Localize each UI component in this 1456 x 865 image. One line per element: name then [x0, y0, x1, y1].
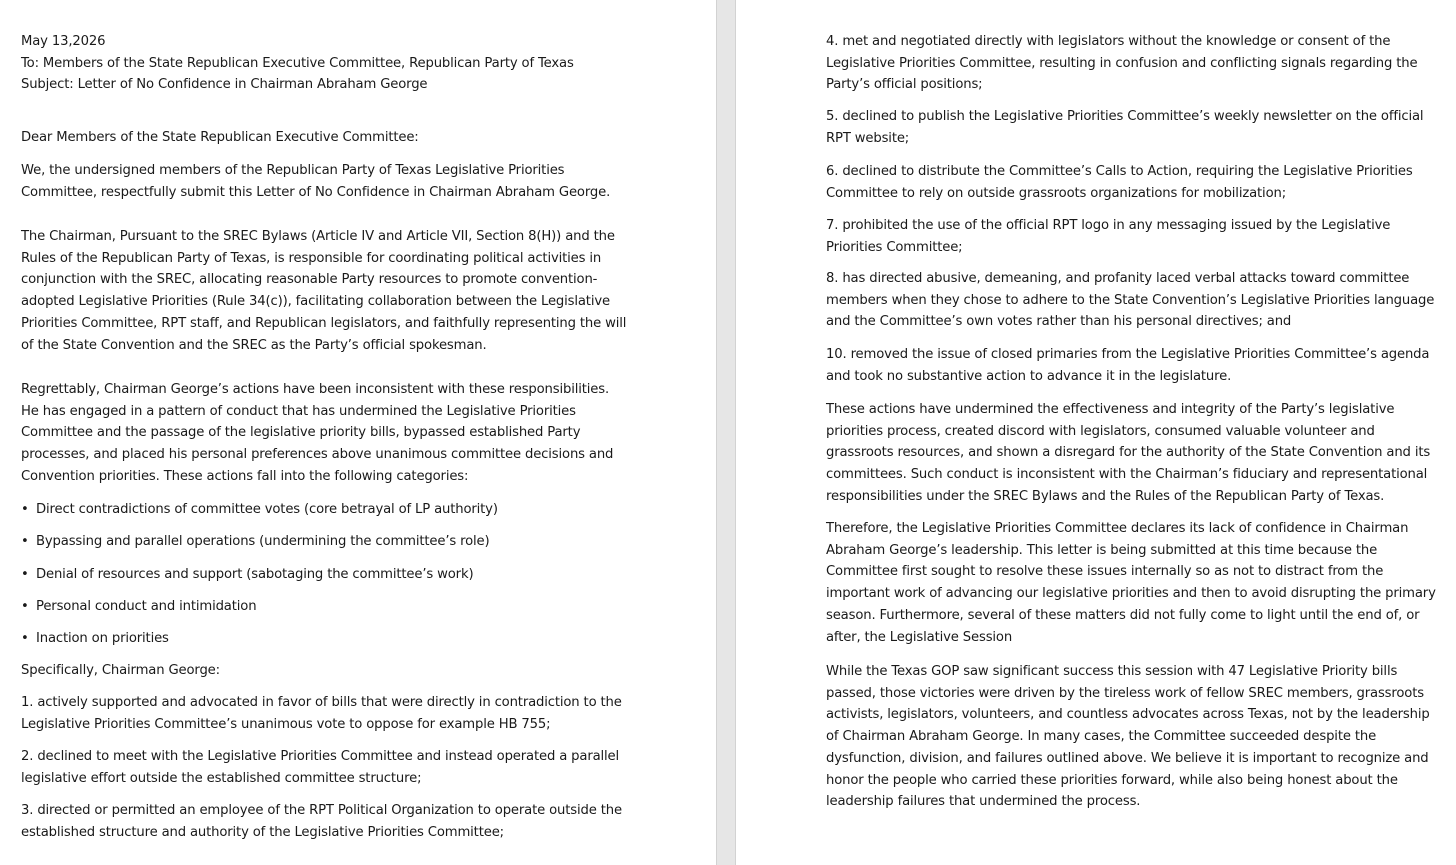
intro-paragraph: We, the undersigned members of the Republican Party of Texas Legislative Priorities Committee, respectfully submit this Letter of No Confidence in Chairman Abraham George. — [21, 163, 611, 200]
closing-paragraph: While the Texas GOP saw significant success this session with 47 Legislative Priority bills passed, those victories were driven by the tireless work of fellow SREC members, grassroots activists, legislators, volunteers, and countless advocates across Texas, not by the leadership of Chairman Abraham George. In many cases, the Committee succeeded despite the dysfunction, division, and failures outlined above. We believe it is important to recognize and honor the people who carried these priorities forward, while also being honest about the leadership failures that undermined the process. — [826, 664, 1430, 810]
category-label: Direct contradictions of committee votes (core betrayal of LP authority) — [36, 502, 498, 517]
numbered-item: 3. directed or permitted an employee of the RPT Political Organization to operate outside the established structure and authority of the Legislative Priorities Committee; — [21, 803, 622, 840]
letter-date: May 13,2026 — [21, 34, 106, 49]
document-page-right — [736, 0, 1456, 865]
category-item — [21, 596, 629, 618]
letter-recipients: To: Members of the State Republican Executive Committee, Republican Party of Texas — [21, 56, 574, 71]
document-page-left — [0, 0, 716, 865]
numbered-item: 1. actively supported and advocated in favor of bills that were directly in contradiction to the Legislative Priorities Committee’s unanimous vote to oppose for example HB 755; — [21, 695, 622, 732]
chairman-duties-paragraph: The Chairman, Pursuant to the SREC Bylaws (Article IV and Article VII, Section 8(H)) and the Rules of the Republican Party of Texas, is responsible for coordinating political activities in conjunction with the SREC, allocating reasonable Party resources to promote convention-adopted Legislative Priorities (Rule 34(c)), facilitating collaboration between the Legislative Priorities Committee, RPT staff, and Republican legislators, and faithfully representing the will of the State Convention and the SREC as the Party’s official spokesman. — [21, 229, 627, 353]
bullet-icon: • — [21, 502, 29, 517]
declaration-paragraph: Therefore, the Legislative Priorities Committee declares its lack of confidence in Chairman Abraham George’s leadership. This letter is being submitted at this time because the Committee first sought to resolve these issues internally so as not to distract from the important work of advancing our legislative priorities and then to avoid disrupting the primary season. Furthermore, several of these matters did not fully come to light until the end of, or after, the Legislative Session — [826, 521, 1436, 645]
numbered-item: 7. prohibited the use of the official RPT logo in any messaging issued by the Legislative Priorities Committee; — [826, 218, 1391, 255]
numbered-item: 6. declined to distribute the Committee’s Calls to Action, requiring the Legislative Priorities Committee to rely on outside grassroots organizations for mobilization; — [826, 164, 1413, 201]
numbered-item: 4. met and negotiated directly with legislators without the knowledge or consent of the Legislative Priorities Committee, resulting in confusion and conflicting signals regarding the Party’s official positions; — [826, 34, 1418, 93]
letter-subject: Subject: Letter of No Confidence in Chairman Abraham George — [21, 77, 428, 92]
bullet-icon: • — [21, 631, 29, 646]
effects-paragraph: These actions have undermined the effectiveness and integrity of the Party’s legislative priorities process, created discord with legislators, consumed valuable volunteer and grassroots resources, and shown a disregard for the authority of the State Convention and its committees. Such conduct is inconsistent with the Chairman’s fiduciary and representational responsibilities under the SREC Bylaws and the Rules of the Republican Party of Texas. — [826, 402, 1431, 504]
category-item — [21, 628, 629, 650]
specifically-heading: Specifically, Chairman George: — [21, 663, 220, 678]
numbered-item: 10. removed the issue of closed primaries from the Legislative Priorities Committee’s agenda and took no substantive action to advance it in the legislature. — [826, 347, 1430, 384]
salutation: Dear Members of the State Republican Executive Committee: — [21, 130, 419, 145]
category-label: Inaction on priorities — [36, 631, 169, 646]
category-label: Bypassing and parallel operations (undermining the committee’s role) — [36, 534, 490, 549]
regret-paragraph: Regrettably, Chairman George’s actions have been inconsistent with these responsibilities. He has engaged in a pattern of conduct that has undermined the Legislative Priorities Committee and the passage of the legislative priority bills, bypassed established Party processes, and placed his personal preferences above unanimous committee decisions and Convention priorities. These actions fall into the following categories: — [21, 382, 614, 484]
page-separator — [716, 0, 736, 865]
bullet-icon: • — [21, 534, 29, 549]
category-item — [21, 531, 629, 553]
category-item — [21, 499, 629, 521]
category-item — [21, 564, 629, 586]
numbered-item: 2. declined to meet with the Legislative Priorities Committee and instead operated a parallel legislative effort outside the established committee structure; — [21, 749, 620, 786]
category-label: Denial of resources and support (sabotaging the committee’s work) — [36, 567, 474, 582]
bullet-icon: • — [21, 567, 29, 582]
category-label: Personal conduct and intimidation — [36, 599, 257, 614]
bullet-icon: • — [21, 599, 29, 614]
numbered-item: 8. has directed abusive, demeaning, and profanity laced verbal attacks toward committee members when they chose to adhere to the State Convention’s Legislative Priorities language and the Committee’s own votes rather than his personal directives; and — [826, 271, 1435, 330]
numbered-item: 5. declined to publish the Legislative Priorities Committee’s weekly newsletter on the official RPT website; — [826, 109, 1424, 146]
